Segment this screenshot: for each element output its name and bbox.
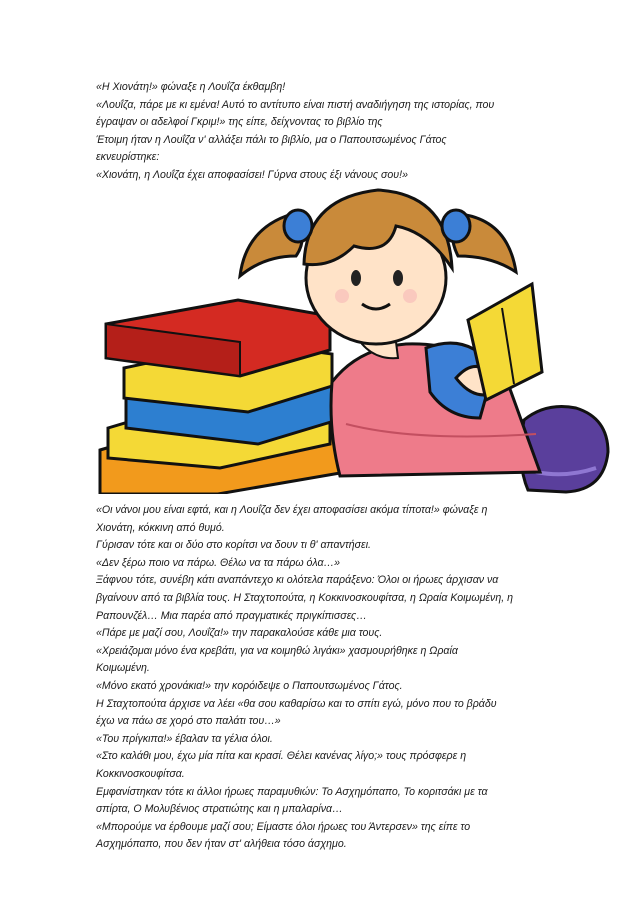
- text-block-bottom: [96, 502, 546, 854]
- paragraph-line: Κοκκινοσκουφίτσα.: [96, 767, 185, 780]
- paragraph-line: εκνευρίστηκε:: [96, 151, 160, 164]
- eye-right: [393, 270, 403, 286]
- paragraph-line: «Μπορούμε να έρθουμε μαζί σου; Είμαστε όλοι ήρωες του Άντερσεν» της είπε το: [96, 820, 471, 833]
- paragraph-line: Ασχημόπαπο, που δεν ήταν στ' αλήθεια τόσο άσχημο.: [96, 838, 347, 851]
- paragraph-line: έγραψαν οι αδελφοί Γκριμ!» της είπε, δείχνοντας το βιβλίο της: [96, 116, 383, 129]
- eye-left: [351, 270, 361, 286]
- text-block-top: [96, 79, 546, 185]
- paragraph-line: σπίρτα, Ο Μολυβένιος στρατιώτης και η μπαλαρίνα…: [96, 803, 343, 816]
- paragraph-line: «Οι νάνοι μου είναι εφτά, και η Λουΐζα δεν έχει αποφασίσει ακόμα τίποτα!» φώναξε η: [96, 504, 488, 516]
- paragraph-line: βγαίνουν από τα βιβλία τους. Η Σταχτοπούτα, η Κοκκινοσκουφίτσα, η Ωραία Κοιμωμένη, η: [96, 591, 513, 604]
- paragraph-line: Ραπουνζέλ… Μια παρέα από πραγματικές πριγκίπισσες…: [96, 609, 367, 622]
- paragraph-line: «Μόνο εκατό χρονάκια!» την κορόιδεψε ο Παπουτσωμένος Γάτος.: [96, 679, 403, 692]
- paragraph-line: Χιονάτη, κόκκινη από θυμό.: [96, 521, 225, 534]
- paragraph-line: «Λουΐζα, πάρε με κι εμένα! Αυτό το αντίτυπο είναι πιστή αναδιήγηση της ιστορίας, που: [96, 98, 495, 111]
- purple-shoe: [521, 407, 608, 493]
- paragraph-line: Ξάφνου τότε, συνέβη κάτι αναπάντεχο κι ολότελα παράξενο: Όλοι οι ήρωες άρχισαν να: [96, 574, 499, 587]
- paragraph-line: «Η Χιονάτη!» φώναξε η Λουΐζα έκθαμβη!: [96, 81, 286, 93]
- hair-tie-left: [284, 210, 312, 242]
- paragraph-line: «Δεν ξέρω ποιο να πάρω. Θέλω να τα πάρω όλα…»: [96, 556, 341, 569]
- paragraph-line: «Πάρε με μαζί σου, Λουΐζα!» την παρακαλούσε κάθε μια τους.: [96, 627, 383, 640]
- paragraph-line: «Του πρίγκιπα!» έβαλαν τα γέλια όλοι.: [96, 732, 273, 745]
- paragraph-line: Γύρισαν τότε και οι δύο στο κορίτσι να δουν τι θ' απαντήσει.: [96, 539, 372, 552]
- paragraph-line: «Χιονάτη, η Λουΐζα έχει αποφασίσει! Γύρνα στους έξι νάνους σου!»: [96, 168, 408, 181]
- girl-reading-illustration: [96, 172, 614, 494]
- hair-tie-right: [442, 210, 470, 242]
- paragraph-line: Έτοιμη ήταν η Λουΐζα ν' αλλάξει πάλι το βιβλίο, μα ο Παπουτσωμένος Γάτος: [96, 133, 447, 146]
- paragraph-line: Η Σταχτοπούτα άρχισε να λέει «θα σου καθαρίσω και το σπίτι εγώ, μόνο που το βράδυ: [96, 697, 497, 710]
- paragraph-line: Κοιμωμένη.: [96, 662, 150, 675]
- paragraph-line: «Χρειάζομαι μόνο ένα κρεβάτι, για να κοιμηθώ λιγάκι» χασμουρήθηκε η Ωραία: [96, 644, 458, 657]
- paragraph-line: «Στο καλάθι μου, έχω μία πίτα και κρασί. Θέλει κανένας λίγο;» τους πρόσφερε η: [96, 750, 467, 763]
- paragraph-line: έχω να πάω σε χορό στο παλάτι του…»: [96, 715, 281, 728]
- paragraph-line: Εμφανίστηκαν τότε κι άλλοι ήρωες παραμυθιών: Το Ασχημόπαπο, Το κοριτσάκι με τα: [96, 785, 488, 798]
- book-stack: [100, 300, 346, 494]
